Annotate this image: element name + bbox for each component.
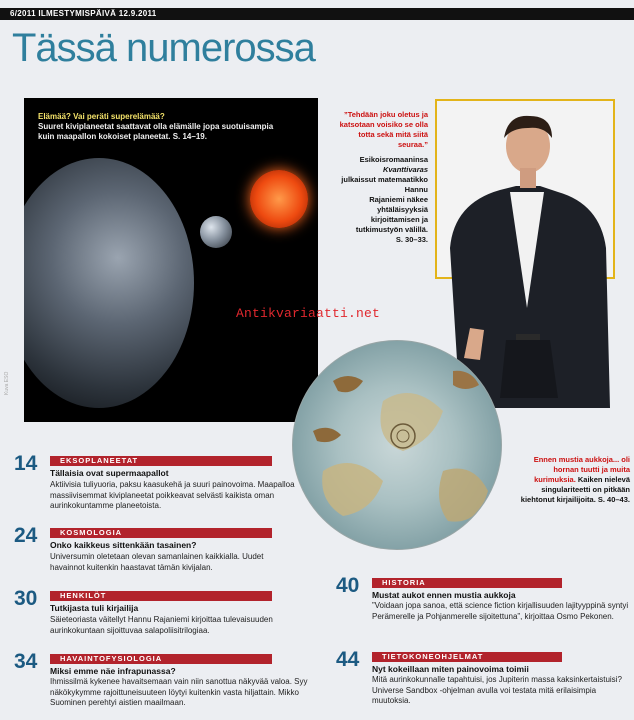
quote-line: tutkimustyön välillä.: [355, 225, 428, 234]
toc-entry-40[interactable]: [336, 574, 632, 638]
quote-line: Kvanttivaras: [382, 165, 428, 174]
blackhole-caption: [510, 455, 630, 505]
entry-body: Säieteoriasta väitellyt Hannu Rajaniemi kirjoittaa tulevaisuuden aurinkokuntaan sijoittuvaa salapoliisitrilogiaa.: [50, 615, 273, 635]
portrait-image: [440, 108, 614, 408]
category-bar: TIETOKONEOHJELMAT: [372, 652, 562, 662]
page-number: 30: [14, 587, 38, 610]
toc-entry-34[interactable]: [14, 650, 324, 716]
category-bar: HAVAINTOFYSIOLOGIA: [50, 654, 272, 664]
toc-entry-24[interactable]: [14, 524, 314, 580]
feature-headline: Elämää? Vai peräti superelämää?: [38, 112, 165, 121]
entry-body: ”Voidaan jopa sanoa, että science fiction kirjallisuuden lajityyppinä syntyi Perämerelle ja Pohjanmerelle sijoitettuna”, kirjoittaa Osmo Pekonen.: [372, 601, 629, 621]
feature-image-space: [24, 98, 318, 422]
category-bar: KOSMOLOGIA: [50, 528, 272, 538]
page-number: 14: [14, 452, 38, 475]
photo-credit: Kuva ESO: [4, 371, 10, 395]
category-bar: HISTORIA: [372, 578, 562, 588]
carta-marina-map: [292, 340, 502, 550]
entry-body: Mitä aurinkokunnalle tapahtuisi, jos Jupiterin massa kaksinkertaistuisi? Universe Sandbox -ohjelman avulla voi testata mitä erilaisimpia muutoksia.: [372, 675, 622, 705]
page-number: 34: [14, 650, 38, 673]
quote-line: Esikoisromaaninsa: [359, 155, 428, 164]
feature-body: Suuret kiviplaneetat saattavat olla elämälle jopa suotuisampia kuin maapallon kokoiset planeetat. S. 14–19.: [38, 122, 274, 141]
blackhole-lead: Ennen mustia aukkoja... oli hornan tuutti ja muita kurimuksia.: [533, 455, 630, 484]
small-planet: [200, 216, 232, 248]
quote-line: kirjoittamisen ja: [370, 215, 428, 224]
entry-headline: Miksi emme näe infrapunassa?: [50, 666, 176, 676]
page-number: 24: [14, 524, 38, 547]
entry-body: Aktiivisia tuliyuoria, paksu kaasukehä ja suuri painovoima. Maapalloa massiivisemmat kiviplaneetat poikkeavat selvästi kaikista oman aurinkokuntamme planeetoista.: [50, 480, 295, 510]
blackhole-body: Kaiken nielevä singulariteetti on pitkään kiehtonut kirjailijoita. S. 40–43.: [520, 475, 630, 504]
quote-caption: [328, 155, 428, 245]
pull-quote: ”Tehdään joku oletus ja katsotaan voisiko se olla totta sekä mitä siitä seuraa.”: [339, 110, 428, 149]
entry-body: Ihmissilmä kykenee havaitsemaan vain niin sanottua näkyvää valoa. Syy näkökykymme rajoittuneisuuteen löytyi kuitenkin vasta hiljattain. Mikko Suominen perehtyi aistien maailmaan.: [50, 677, 308, 707]
page-number: 44: [336, 648, 360, 671]
quote-line: Rajaniemi näkee: [369, 195, 428, 204]
category-bar: HENKILÖT: [50, 591, 272, 601]
page-number: 40: [336, 574, 360, 597]
entry-headline: Mustat aukot ennen mustia aukkoja: [372, 590, 516, 600]
quote-line: yhtäläisyyksiä: [377, 205, 428, 214]
entry-headline: Tällaisia ovat supermaapallot: [50, 468, 169, 478]
super-earth-planet: [24, 158, 194, 408]
toc-entry-30[interactable]: [14, 587, 314, 643]
watermark: Antikvariaatti.net: [236, 306, 381, 321]
issue-line: 6/2011 ILMESTYMISPÄIVÄ 12.9.2011: [10, 9, 157, 18]
toc-entry-14[interactable]: [14, 452, 314, 516]
red-star: [250, 170, 308, 228]
quote-line: julkaissut matemaatikko Hannu: [341, 175, 428, 194]
entry-headline: Nyt kokeillaan miten painovoima toimii: [372, 664, 529, 674]
category-bar: EKSOPLANEETAT: [50, 456, 272, 466]
entry-headline: Tutkijasta tuli kirjailija: [50, 603, 139, 613]
entry-headline: Onko kaikkeus sittenkään tasainen?: [50, 540, 197, 550]
page-title: Tässä numerossa: [12, 26, 315, 70]
entry-body: Universumin oletetaan olevan samanlainen kaikkialla. Uudet havainnot kuitenkin haastavat tämän kivijalan.: [50, 552, 264, 572]
quote-line: S. 30–33.: [395, 235, 428, 244]
toc-entry-44[interactable]: [336, 648, 632, 714]
